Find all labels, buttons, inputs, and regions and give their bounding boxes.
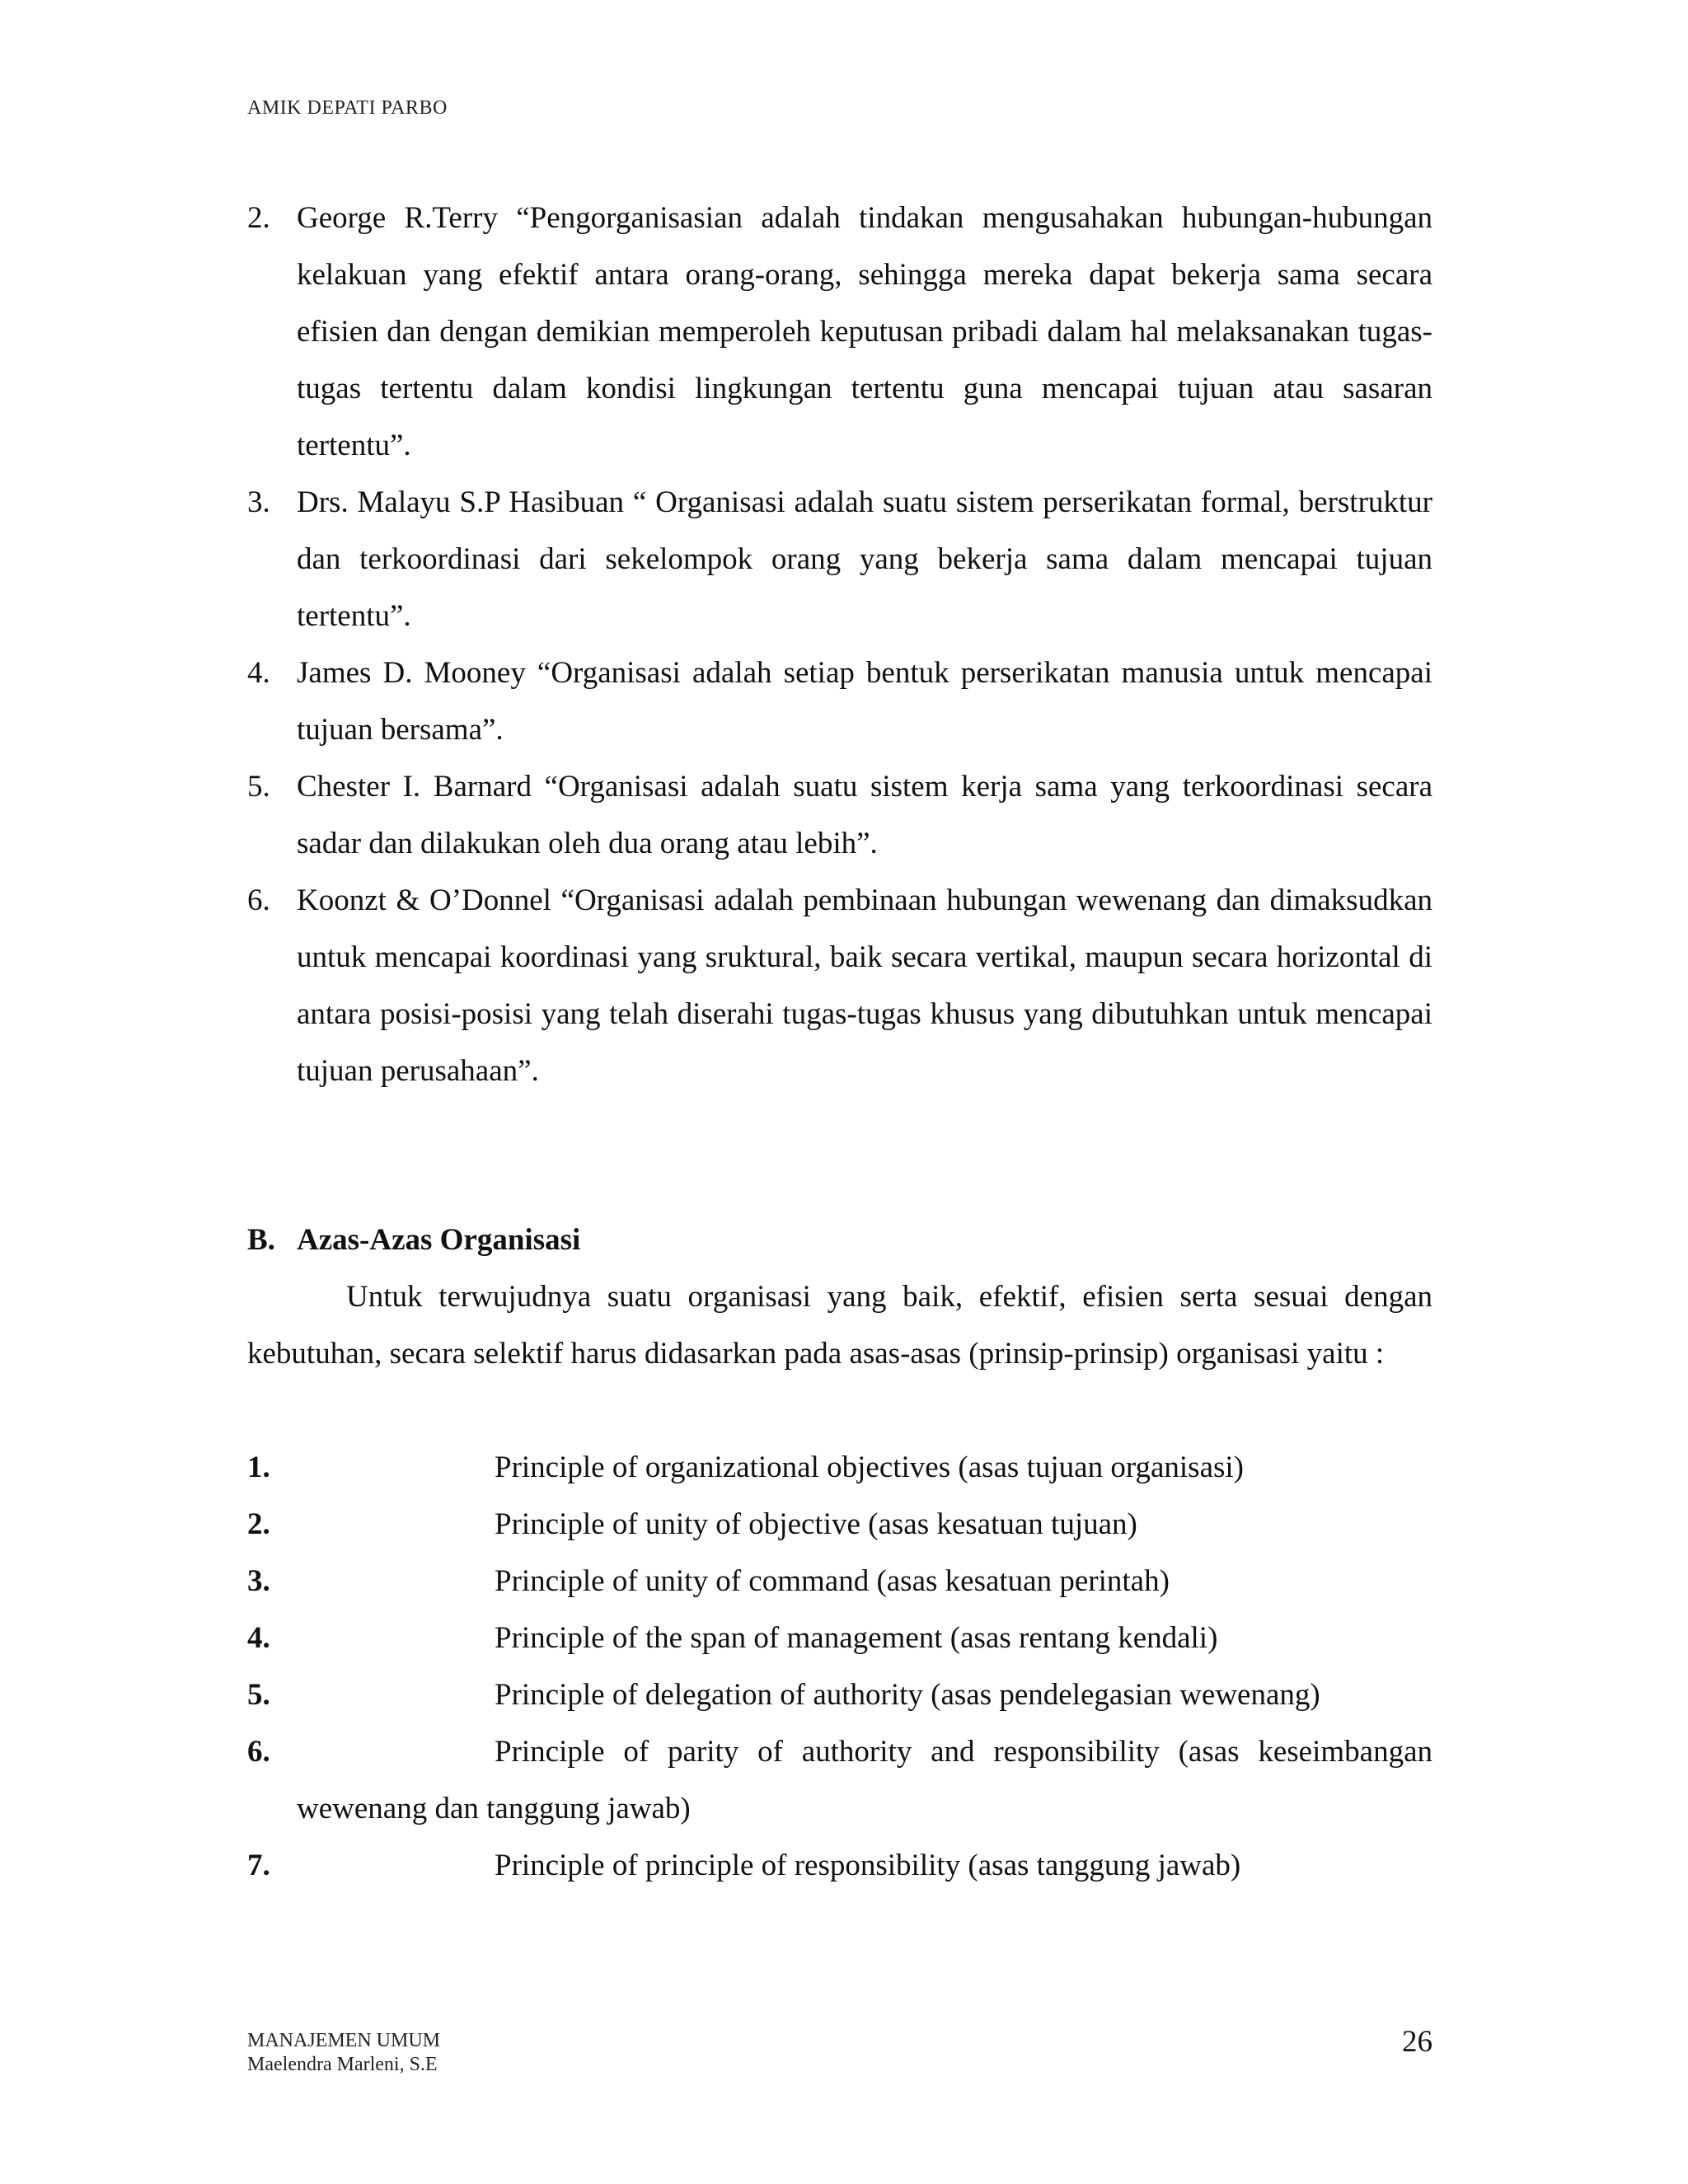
- principle-text: Principle of delegation of authority (asas pendelegasian wewenang): [495, 1678, 1320, 1712]
- running-header: AMIK DEPATI PARBO: [247, 97, 448, 119]
- principle-text: Principle of unity of command (asas kesatuan perintah): [495, 1564, 1170, 1598]
- definition-item: [247, 758, 1432, 872]
- principle-item: [247, 1837, 1432, 1894]
- principle-text: Principle of the span of management (asas rentang kendali): [495, 1621, 1218, 1655]
- definition-item: [247, 190, 1432, 474]
- principle-number: 6.: [247, 1735, 270, 1769]
- definition-text: Koonzt & O’Donnel “Organisasi adalah pembinaan hubungan wewenang dan dimaksudkan untuk mencapai koordinasi yang sruktural, baik secara vertikal, maupun secara horizontal di antara posisi-posisi yang telah diserahi tugas-tugas khusus yang dibutuhkan untuk mencapai tujuan perusahaan”.: [297, 883, 1432, 1088]
- principle-item: [247, 1553, 1432, 1610]
- definition-text: George R.Terry “Pengorganisasian adalah tindakan mengusahakan hubungan-hubungan kelakuan yang efektif antara orang-orang, sehingga mereka dapat bekerja sama secara efisien dan dengan demikian memperoleh keputusan pribadi dalam hal melaksanakan tugas-tugas tertentu dalam kondisi lingkungan tertentu guna mencapai tujuan atau sasaran tertentu”.: [297, 201, 1432, 462]
- definition-text: Chester I. Barnard “Organisasi adalah suatu sistem kerja sama yang terkoordinasi secara sadar dan dilakukan oleh dua orang atau lebih”.: [297, 770, 1432, 860]
- principle-item: [247, 1496, 1432, 1553]
- principle-item: [247, 1723, 1432, 1837]
- section-intro-paragraph: Untuk terwujudnya suatu organisasi yang baik, efektif, efisien serta sesuai dengan kebutuhan, secara selektif harus didasarkan pada asas-asas (prinsip-prinsip) organisasi yaitu :: [247, 1280, 1432, 1371]
- principle-number: 7.: [247, 1849, 270, 1882]
- section-heading: [247, 1212, 580, 1268]
- principle-item: [247, 1666, 1432, 1723]
- definition-list: [247, 190, 1432, 1099]
- definition-number: 3.: [247, 485, 270, 519]
- principle-item: [247, 1610, 1432, 1666]
- principle-item: [247, 1439, 1432, 1496]
- page-number: 26: [1402, 2025, 1432, 2059]
- definition-number: 4.: [247, 656, 270, 690]
- principle-number: 4.: [247, 1621, 270, 1655]
- definition-item: [247, 644, 1432, 758]
- principle-text: Principle of parity of authority and responsibility (asas keseimbangan wewenang dan tanggung jawab): [297, 1735, 1432, 1825]
- definition-text: James D. Mooney “Organisasi adalah setiap bentuk perserikatan manusia untuk mencapai tujuan bersama”.: [297, 656, 1432, 747]
- section-letter: B.: [247, 1223, 275, 1257]
- footer-course: MANAJEMEN UMUM: [247, 2030, 441, 2051]
- definition-number: 2.: [247, 201, 270, 235]
- footer-author: Maelendra Marleni, S.E: [247, 2054, 438, 2075]
- definition-number: 5.: [247, 770, 270, 804]
- principle-text: Principle of unity of objective (asas kesatuan tujuan): [495, 1507, 1137, 1541]
- definition-item: [247, 474, 1432, 644]
- definition-text: Drs. Malayu S.P Hasibuan “ Organisasi adalah suatu sistem perserikatan formal, berstruktur dan terkoordinasi dari sekelompok orang yang bekerja sama dalam mencapai tujuan tertentu”.: [297, 485, 1432, 633]
- principle-text: Principle of organizational objectives (asas tujuan organisasi): [495, 1451, 1244, 1484]
- principle-number: 1.: [247, 1451, 270, 1484]
- definition-number: 6.: [247, 883, 270, 917]
- definition-item: [247, 872, 1432, 1099]
- section-title-text: Azas-Azas Organisasi: [297, 1223, 581, 1257]
- principle-number: 2.: [247, 1507, 270, 1541]
- page-footer: [247, 2029, 440, 2077]
- principle-number: 3.: [247, 1564, 270, 1598]
- principle-text: Principle of principle of responsibility (asas tanggung jawab): [495, 1849, 1241, 1882]
- principles-list: [247, 1439, 1432, 1894]
- principle-number: 5.: [247, 1678, 270, 1712]
